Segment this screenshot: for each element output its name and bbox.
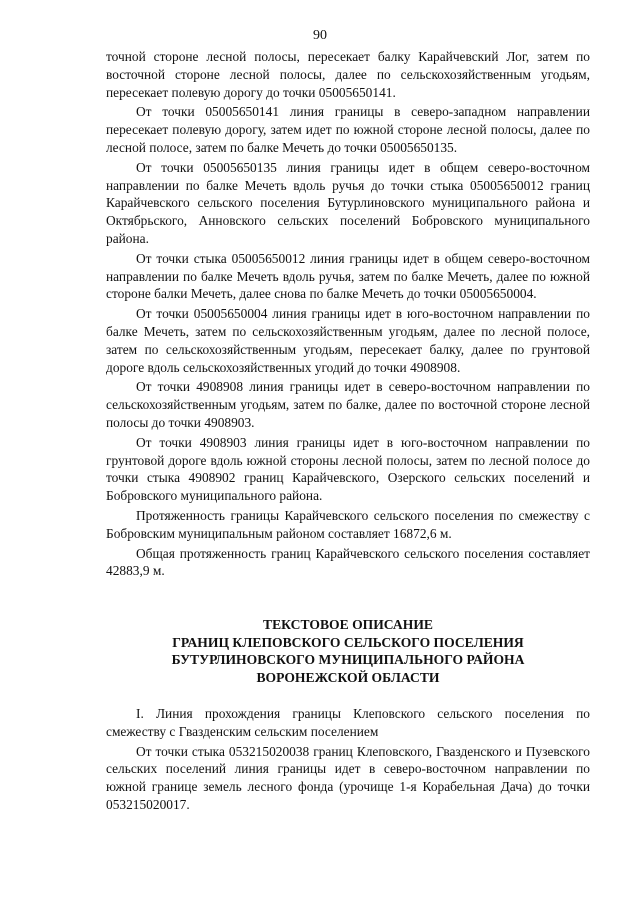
body-text-bottom <box>106 705 590 816</box>
paragraph: Общая протяженность границ Карайчевского сельского поселения составляет 42883,9 м. <box>106 545 590 579</box>
paragraph: От точки 4908903 линия границы идет в юго-восточном направлении по грунтовой дороге вдоль южной стороны лесной полосы, затем по лесной полосе до точки стыка 4908902 границ Карайчевского, Озерского сельских поселений и Бобровского муниципального района. <box>106 434 590 504</box>
paragraph: От точки стыка 05005650012 линия границы идет в общем северо-восточном направлении по балке Мечеть вдоль ручья, затем по балке Мечеть, далее по южной стороне балки Мечеть, далее снова по балке Мечеть до точки 05005650004. <box>106 250 590 302</box>
paragraph: точной стороне лесной полосы, пересекает балку Карайчевский Лог, затем по восточной стороне лесной полосы, далее по сельскохозяйственным угодьям, пересекает полевую дорогу до точки 05005650141. <box>106 49 590 100</box>
paragraph: От точки стыка 053215020038 границ Клеповского, Гвазденского и Пузевского сельских поселений линия границы идет в северо-восточном направлении по южной границе земель лесного фонда (урочище 1-я Корабельная Дача) до точки 053215020017. <box>106 743 590 812</box>
heading-line: БУТУРЛИНОВСКОГО МУНИЦИПАЛЬНОГО РАЙОНА <box>171 652 525 667</box>
page-number: 90 <box>313 28 327 43</box>
heading-line: ГРАНИЦ КЛЕПОВСКОГО СЕЛЬСКОГО ПОСЕЛЕНИЯ <box>172 634 524 650</box>
paragraph: От точки 05005650135 линия границы идет в общем северо-восточном направлении по балке Мечеть вдоль ручья до точки стыка 05005650012 границ Карайчевского сельского поселения Бутурлиновского муниципального района и Октябрьского, Анновского сельских поселений Бобровского муниципального района. <box>106 159 590 246</box>
subsection-title: I. Линия прохождения границы Клеповского сельского поселения по смежеству с Гвазденским сельским поселением <box>106 706 590 739</box>
heading-line: ТЕКСТОВОЕ ОПИСАНИЕ <box>263 617 433 632</box>
paragraph: От точки 05005650004 линия границы идет в юго-восточном направлении по балке Мечеть, затем по сельскохозяйственным угодьям, далее по лесной полосе, затем по сельскохозяйственным угодьям, пересекает балку, далее по грунтовой дороге вдоль сельскохозяйственных угодий до точки 4908908. <box>106 306 590 375</box>
heading-line: ВОРОНЕЖСКОЙ ОБЛАСТИ <box>256 669 440 685</box>
body-text-top <box>106 48 590 582</box>
paragraph: Протяженность границы Карайчевского сельского поселения по смежеству с Бобровским муниципальным районом составляет 16872,6 м. <box>106 507 590 541</box>
section-heading <box>106 616 590 686</box>
paragraph: От точки 4908908 линия границы идет в северо-восточном направлении по сельскохозяйственным угодьям, затем по балке, далее по восточной стороне лесной полосы до точки 4908903. <box>106 379 590 430</box>
paragraph: От точки 05005650141 линия границы в северо-западном направлении пересекает полевую дорогу, затем идет по южной стороне лесной полосы, далее по лесной полосе, затем по балке Мечеть до точки 05005650135. <box>106 104 590 155</box>
